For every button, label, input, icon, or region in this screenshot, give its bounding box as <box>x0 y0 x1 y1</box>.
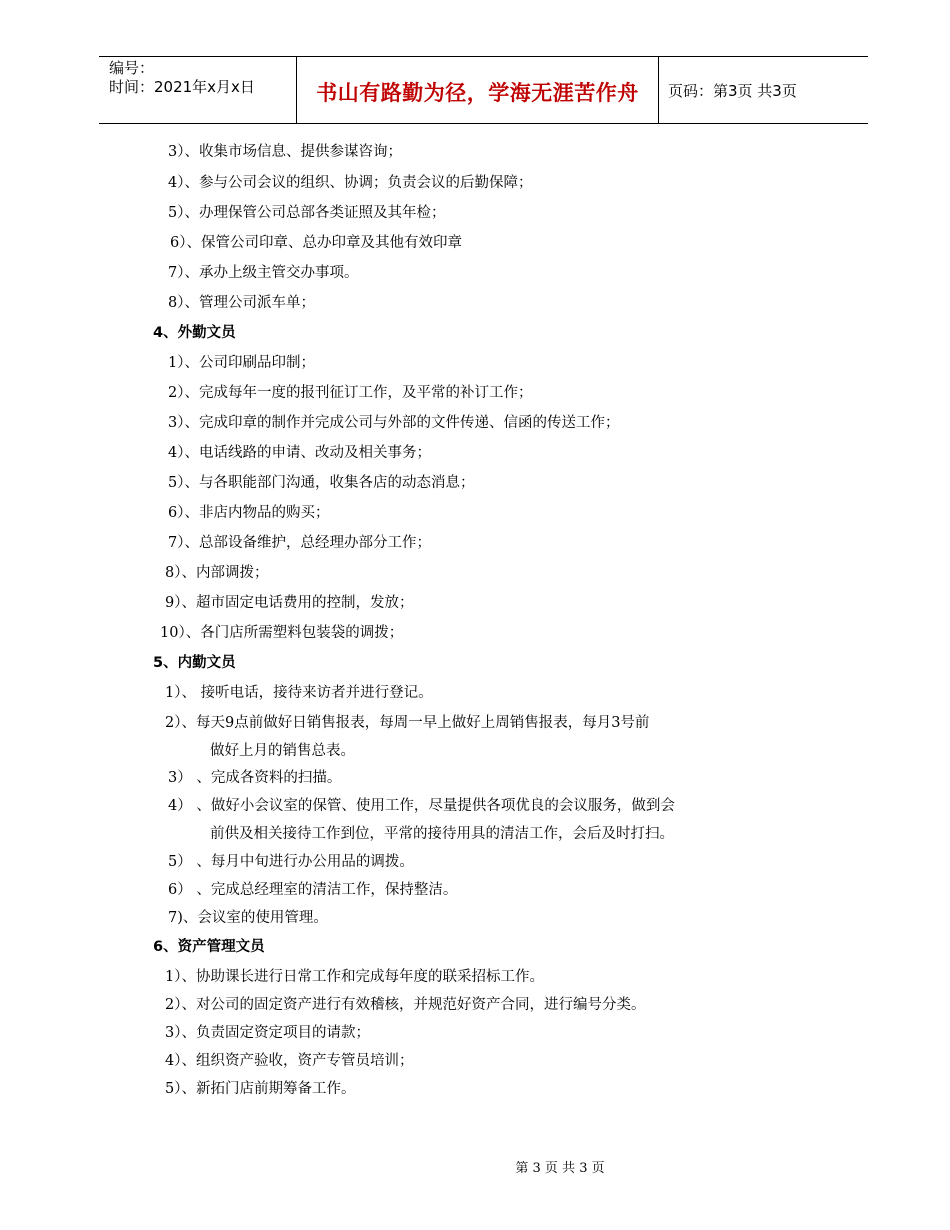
page-footer: 第 3 页 共 3 页 <box>515 1161 605 1176</box>
header-divider <box>658 57 659 123</box>
list-item: 2）、完成每年一度的报刊征订工作，及平常的补订工作； <box>168 385 533 401</box>
list-item: 3）、收集市场信息、提供参谋咨询； <box>168 144 402 160</box>
section-heading: 4、外勤文员 <box>153 325 236 341</box>
section-heading: 6、资产管理文员 <box>153 939 265 955</box>
list-item: 10）、各门店所需塑料包装袋的调拨； <box>160 625 404 641</box>
list-item-continuation: 前供及相关接待工作到位，平常的接待用具的清洁工作，会后及时打扫。 <box>210 826 674 842</box>
list-item: 9）、超市固定电话费用的控制，发放； <box>165 595 414 611</box>
list-item: 5）、新拓门店前期筹备工作。 <box>165 1081 356 1097</box>
list-item: 8）、内部调拨； <box>165 565 269 581</box>
document-time-label: 时间：2021年x月x日 <box>109 78 255 96</box>
document-header <box>99 56 868 124</box>
list-item: 5）、办理保管公司总部各类证照及其年检； <box>168 205 446 221</box>
list-item: 7）、承办上级主管交办事项。 <box>168 265 359 281</box>
list-item: 4） 、做好小会议室的保管、使用工作，尽量提供各项优良的会议服务，做到会 <box>168 798 675 814</box>
list-item-continuation: 做好上月的销售总表。 <box>210 743 355 759</box>
header-meta <box>109 59 255 97</box>
list-item: 4）、电话线路的申请、改动及相关事务； <box>168 445 431 461</box>
list-item: 1）、 接听电话，接待来访者并进行登记。 <box>165 685 433 701</box>
list-item: 7)、会议室的使用管理。 <box>168 910 328 926</box>
list-item: 1）、公司印刷品印制； <box>168 355 315 371</box>
list-item: 6）、非店内物品的购买； <box>168 505 330 521</box>
list-item: 5）、与各职能部门沟通，收集各店的动态消息； <box>168 475 475 491</box>
list-item: 1）、协助课长进行日常工作和完成每年度的联采招标工作。 <box>165 969 544 985</box>
list-item: 2）、对公司的固定资产进行有效稽核，并规范好资产合同，进行编号分类。 <box>165 997 646 1013</box>
list-item: 7）、总部设备维护，总经理办部分工作； <box>168 535 431 551</box>
list-item: 3）、负责固定资定项目的请款； <box>165 1025 370 1041</box>
list-item: 8）、管理公司派车单； <box>168 295 315 311</box>
list-item: 4）、组织资产验收，资产专管员培训； <box>165 1053 414 1069</box>
list-item: 2）、每天9点前做好日销售报表，每周一早上做好上周销售报表，每月3号前 <box>165 715 650 731</box>
header-page-info: 页码：第3页 共3页 <box>668 82 797 100</box>
list-item: 6）、保管公司印章、总办印章及其他有效印章 <box>170 235 462 251</box>
list-item: 4）、参与公司会议的组织、协调；负责会议的后勤保障； <box>168 175 533 191</box>
document-number-label: 编号： <box>109 59 155 77</box>
list-item: 3）、完成印章的制作并完成公司与外部的文件传递、信函的传送工作； <box>168 415 620 431</box>
section-heading: 5、内勤文员 <box>153 655 236 671</box>
list-item: 6） 、完成总经理室的清洁工作，保持整洁。 <box>168 882 458 898</box>
list-item: 5） 、每月中旬进行办公用品的调拨。 <box>168 854 414 870</box>
header-motto: 书山有路勤为径，学海无涯苦作舟 <box>316 81 639 105</box>
list-item: 3） 、完成各资料的扫描。 <box>168 770 342 786</box>
